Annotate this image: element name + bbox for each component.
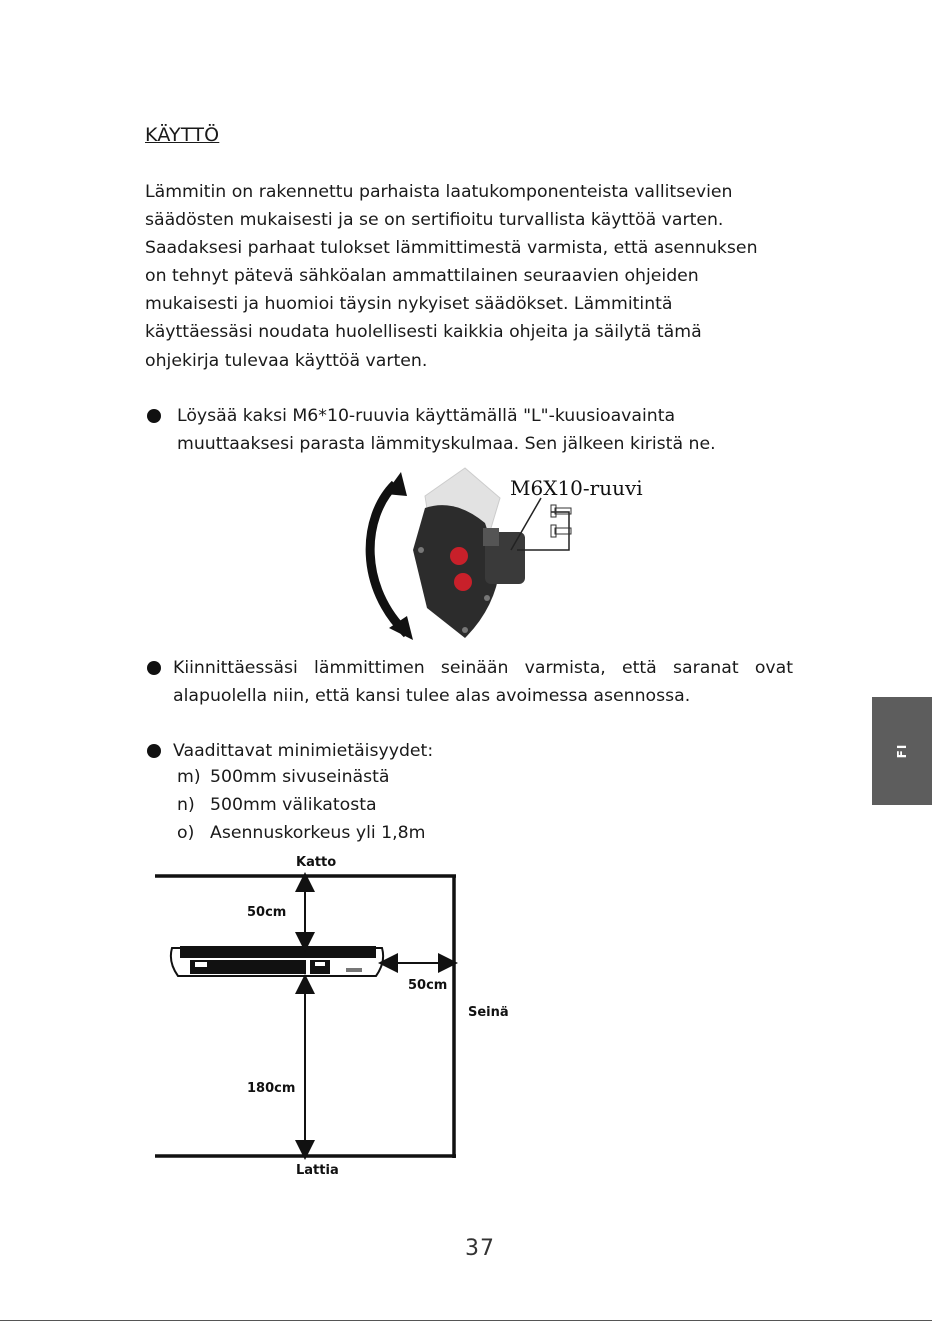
bullet-3-text: Vaadittavat minimietäisyydet: (173, 741, 434, 761)
distance-item (177, 767, 389, 787)
clearance-diagram (150, 850, 550, 1180)
distance-item (177, 795, 377, 815)
bullet-dot (147, 409, 161, 423)
height-label: 180cm (247, 1081, 296, 1096)
word: saranat (673, 658, 739, 678)
intro-line: käyttäessäsi noudata huolellisesti kaikkia ohjeita ja säilytä tämä (145, 322, 702, 343)
bullet-2-text (173, 654, 793, 710)
distance-item (177, 823, 426, 843)
side-gap-label: 50cm (408, 978, 448, 993)
word: varmista, (524, 658, 606, 678)
wall-label: Seinä (468, 1005, 509, 1020)
screw-icon (551, 525, 571, 537)
bullet-1-text (177, 402, 716, 458)
screw-label: M6X10-ruuvi (510, 476, 643, 500)
language-tab-label: FI (895, 743, 909, 759)
heater-unit-icon (171, 946, 383, 976)
language-tab (872, 697, 932, 805)
ceiling-label: Katto (296, 855, 337, 870)
bullet-dot (147, 661, 161, 675)
page-bottom-rule (0, 1320, 932, 1321)
distance-letter: m) (177, 767, 201, 787)
intro-line: on tehnyt pätevä sähköalan ammattilainen seuraavien ohjeiden (145, 266, 699, 287)
page-number: 37 (465, 1236, 495, 1261)
distance-text: 500mm sivuseinästä (210, 767, 390, 787)
intro-line: ohjekirja tulevaa käyttöä varten. (145, 350, 428, 371)
word: seinään (440, 658, 509, 678)
distance-letter: n) (177, 795, 195, 815)
intro-line: säädösten mukaisesti ja se on sertifioitu turvallista käyttöä varten. (145, 210, 724, 231)
word: Kiinnittäessäsi (173, 658, 298, 678)
intro-paragraph (145, 178, 805, 375)
angle-adjustment-figure (355, 468, 655, 648)
intro-line: mukaisesti ja huomioi täysin nykyiset säädökset. Lämmitintä (145, 294, 673, 315)
bullet-1-line: muuttaaksesi parasta lämmityskulmaa. Sen jälkeen kiristä ne. (177, 434, 716, 454)
bullet-dot (147, 744, 161, 758)
floor-label: Lattia (296, 1163, 339, 1178)
bullet-2-line-1 (173, 654, 793, 682)
top-gap-label: 50cm (247, 905, 287, 920)
word: että (622, 658, 657, 678)
intro-line: Lämmitin on rakennettu parhaista laatukomponenteista vallitsevien (145, 182, 733, 202)
distance-text: Asennuskorkeus yli 1,8m (210, 823, 426, 843)
distance-text: 500mm välikatosta (210, 795, 377, 815)
bullet-1-line: Löysää kaksi M6*10-ruuvia käyttämällä "L"-kuusioavainta (177, 406, 676, 426)
arrow-head-top (385, 472, 407, 496)
rotation-arrow-icon (370, 484, 407, 634)
word: lämmittimen (314, 658, 425, 678)
distance-letter: o) (177, 823, 195, 843)
bullet-2-line-2: alapuolella niin, että kansi tulee alas avoimessa asennossa. (173, 686, 691, 706)
screw-icon (551, 505, 571, 517)
section-heading: KÄYTTÖ (145, 124, 220, 146)
intro-line: Saadaksesi parhaat tulokset lämmittimestä varmista, että asennuksen (145, 238, 758, 259)
word: ovat (754, 658, 793, 678)
